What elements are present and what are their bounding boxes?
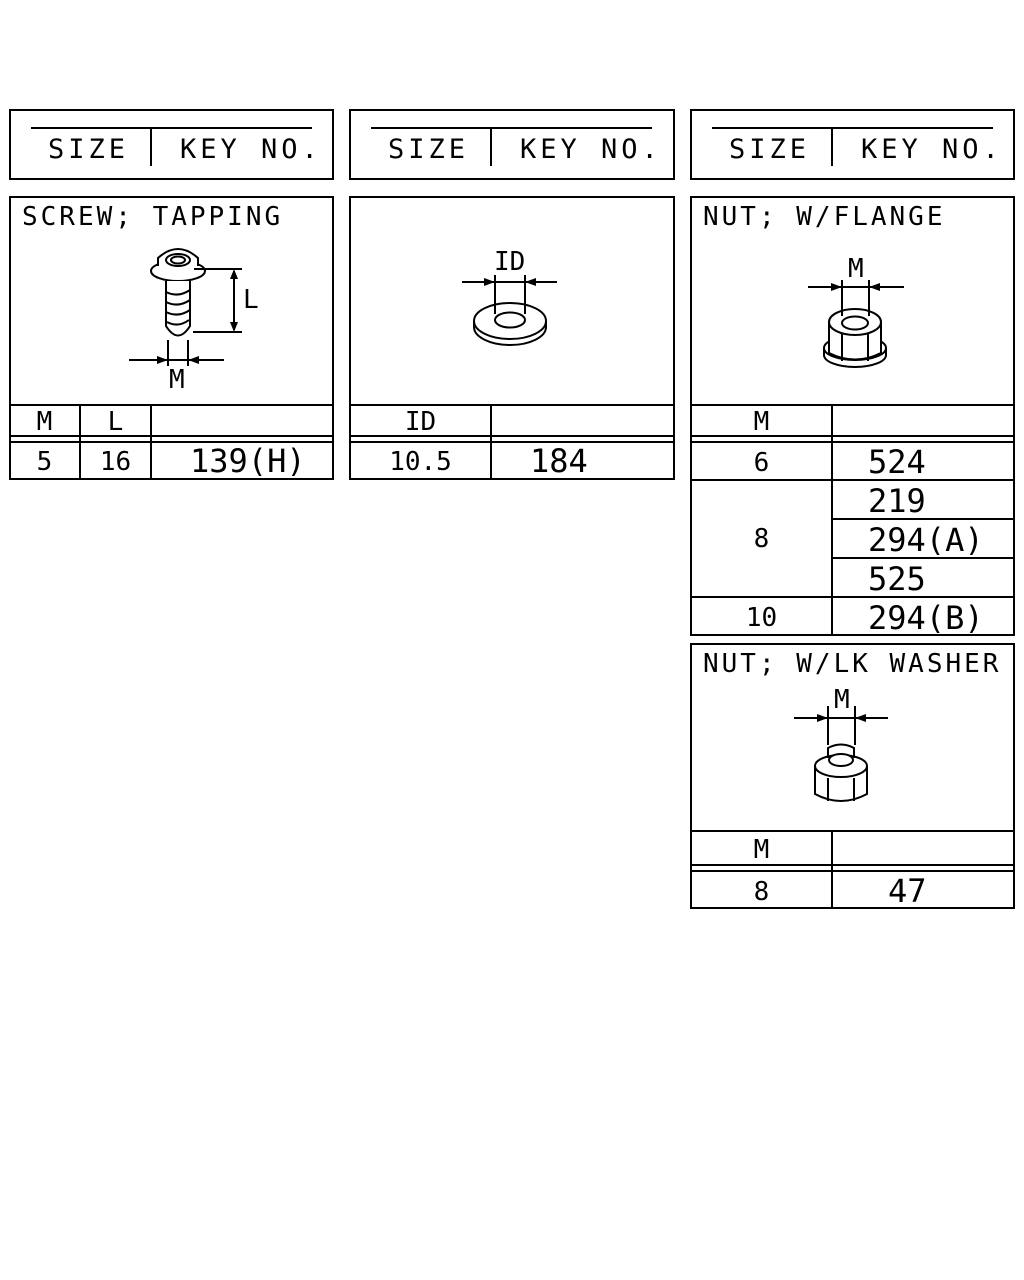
washer-col-id-header: ID [404, 407, 437, 437]
screw-table-rule-a [10, 435, 333, 437]
key-header-1: KEY NO. [180, 134, 322, 165]
washer-table-top [350, 404, 674, 406]
washer-table-col-1 [490, 405, 492, 479]
nut-lk-washer-title: NUT; W/LK WASHER [703, 649, 1002, 679]
flange-table-col-1 [831, 405, 833, 635]
lk-table-rule-b [691, 870, 1014, 872]
screw-key-number: 139(H) [190, 442, 306, 480]
header-rule-1 [31, 127, 312, 129]
flange-col-m-header: M [753, 407, 770, 437]
header-divider-3 [831, 128, 833, 166]
screw-tapping-title: SCREW; TAPPING [22, 202, 284, 232]
lk-col-m-header: M [753, 835, 770, 865]
lk-table-rule-a [691, 864, 1014, 866]
flange-key-294a: 294(A) [868, 521, 984, 559]
screw-m-value: 5 [36, 447, 53, 477]
screw-dim-m-label: M [169, 365, 185, 395]
lk-table-top [691, 830, 1014, 832]
flange-table-top [691, 404, 1014, 406]
screw-table-col-2 [150, 405, 152, 479]
flange-table-rule-a [691, 435, 1014, 437]
flange-m-6: 6 [753, 448, 770, 478]
flange-row-sep-1 [691, 479, 1014, 481]
flange-key-524: 524 [868, 443, 926, 481]
header-divider-2 [490, 128, 492, 166]
key-header-3: KEY NO. [861, 134, 1003, 165]
screw-l-value: 16 [99, 447, 132, 477]
header-divider-1 [150, 128, 152, 166]
size-header-1: SIZE [48, 134, 130, 165]
lk-key-number: 47 [888, 872, 927, 910]
washer-table-rule-b [350, 441, 674, 443]
screw-col-m-header: M [36, 407, 53, 437]
header-rule-3 [712, 127, 993, 129]
size-header-3: SIZE [729, 134, 811, 165]
flange-key-294b: 294(B) [868, 599, 984, 637]
screw-col-l-header: L [107, 407, 124, 437]
washer-dim-id-label: ID [494, 247, 526, 277]
screw-dim-l-label: L [243, 285, 259, 315]
flange-m-10: 10 [745, 603, 778, 633]
screw-tapping-panel [9, 196, 334, 480]
washer-key-number: 184 [530, 442, 588, 480]
washer-table-rule-a [350, 435, 674, 437]
screw-table-top [10, 404, 333, 406]
lk-table-col-1 [831, 831, 833, 908]
size-header-2: SIZE [388, 134, 470, 165]
nut-lk-washer-dim-m-label: M [834, 685, 850, 715]
key-header-2: KEY NO. [520, 134, 662, 165]
flange-row-sep-4 [691, 596, 1014, 598]
washer-id-value: 10.5 [389, 447, 452, 477]
flange-m-8: 8 [753, 524, 770, 554]
flange-table-rule-b [691, 441, 1014, 443]
washer-panel [349, 196, 675, 480]
header-rule-2 [371, 127, 652, 129]
flange-key-525: 525 [868, 560, 926, 598]
nut-flange-dim-m-label: M [848, 254, 864, 284]
lk-m-value: 8 [753, 877, 770, 907]
nut-flange-title: NUT; W/FLANGE [703, 202, 946, 232]
flange-key-219: 219 [868, 482, 926, 520]
